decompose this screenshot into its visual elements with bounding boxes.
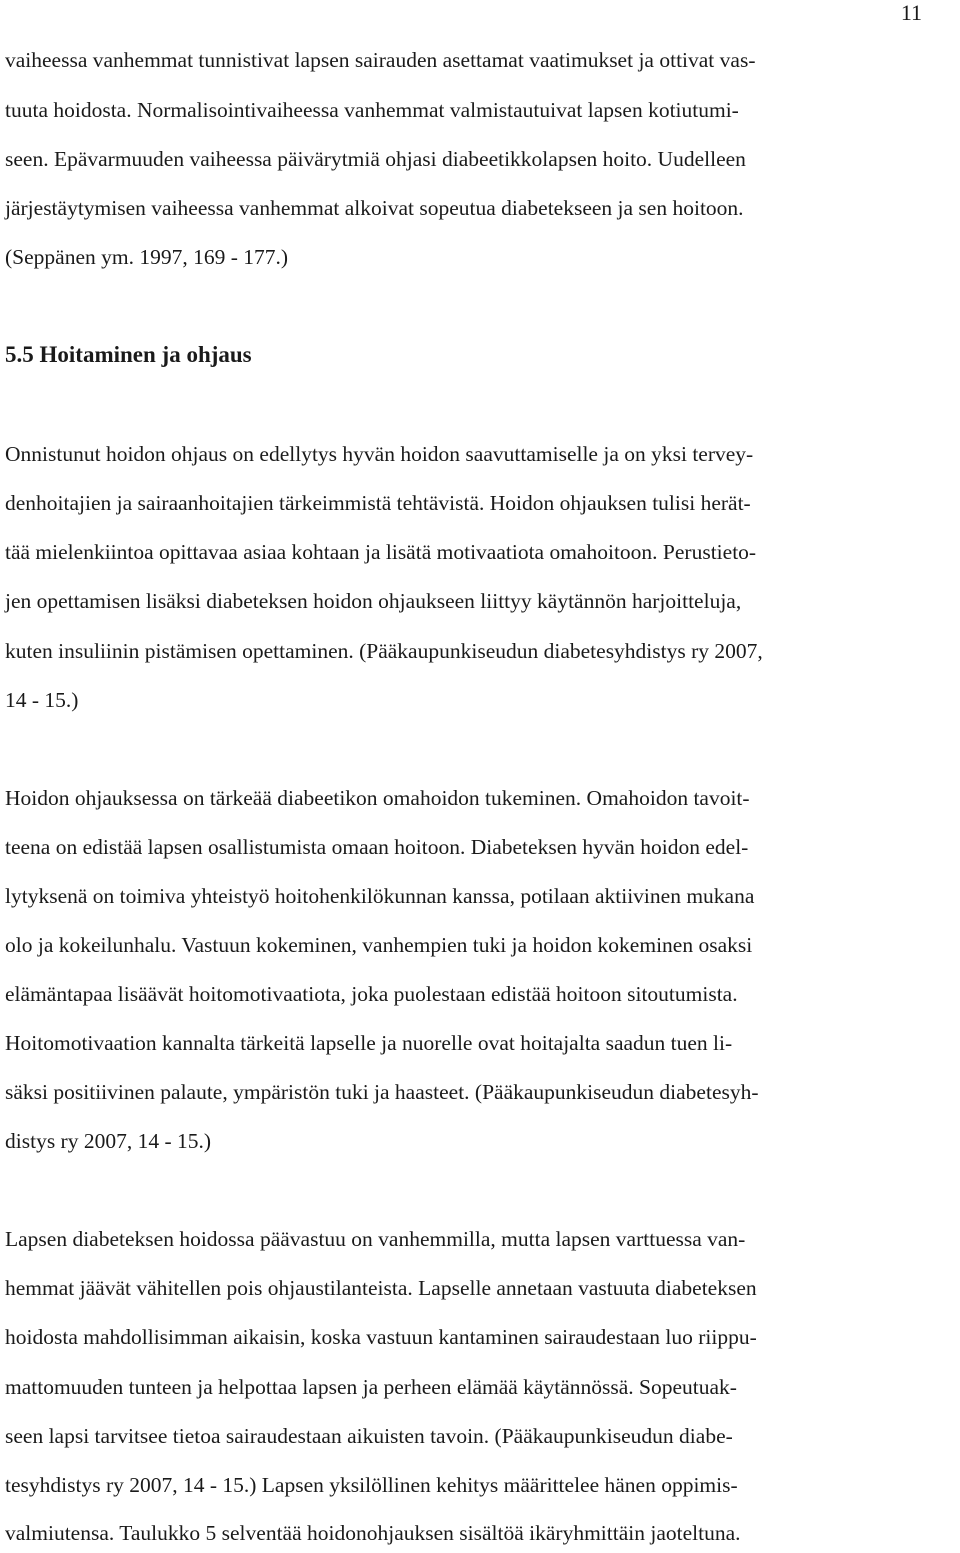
paragraph-2-line-5: kuten insuliinin pistämisen opettaminen. (Pääkaupunkiseudun diabetesyhdistys ry 2007, [5,639,763,663]
paragraph-3-line-3: lytyksenä on toimiva yhteistyö hoitohenkilökunnan kanssa, potilaan aktiivinen mukana [5,884,755,908]
paragraph-4-line-3: hoidosta mahdollisimman aikaisin, koska vastuun kantaminen sairaudestaan luo riippu- [5,1325,757,1349]
paragraph-2-line-1: Onnistunut hoidon ohjaus on edellytys hyvän hoidon saavuttamiselle ja on yksi tervey- [5,442,754,466]
paragraph-1-line-4: järjestäytymisen vaiheessa vanhemmat alkoivat sopeutua diabetekseen ja sen hoitoon. [5,196,744,220]
paragraph-2-line-2: denhoitajien ja sairaanhoitajien tärkeimmistä tehtävistä. Hoidon ohjauksen tulisi herät- [5,491,751,515]
paragraph-4-line-1: Lapsen diabeteksen hoidossa päävastuu on vanhemmilla, mutta lapsen varttuessa van- [5,1227,746,1251]
paragraph-3-line-2: teena on edistää lapsen osallistumista omaan hoitoon. Diabeteksen hyvän hoidon edel- [5,835,749,859]
section-heading: 5.5 Hoitaminen ja ohjaus [5,342,252,367]
paragraph-2-line-6: 14 - 15.) [5,688,79,712]
paragraph-4-line-6: tesyhdistys ry 2007, 14 - 15.) Lapsen yksilöllinen kehitys määrittelee hänen oppimis- [5,1473,738,1497]
paragraph-1-line-1: vaiheessa vanhemmat tunnistivat lapsen sairauden asettamat vaatimukset ja ottivat vas- [5,48,756,72]
paragraph-4-line-4: mattomuuden tunteen ja helpottaa lapsen ja perheen elämää käytännössä. Sopeutuak- [5,1375,737,1399]
paragraph-1-line-5: (Seppänen ym. 1997, 169 - 177.) [5,245,289,269]
page-number: 11 [900,0,922,25]
paragraph-2-line-3: tää mielenkiintoa opittavaa asiaa kohtaan ja lisätä motivaatiota omahoitoon. Perustieto- [5,540,757,564]
paragraph-2-line-4: jen opettamisen lisäksi diabeteksen hoidon ohjaukseen liittyy käytännön harjoitteluja, [5,589,742,613]
paragraph-3-line-7: säksi positiivinen palaute, ympäristön tuki ja haasteet. (Pääkaupunkiseudun diabetesyh- [5,1080,759,1104]
paragraph-3-line-4: olo ja kokeilunhalu. Vastuun kokeminen, vanhempien tuki ja hoidon kokeminen osaksi [5,933,753,957]
paragraph-3-line-6: Hoitomotivaation kannalta tärkeitä lapselle ja nuorelle ovat hoitajalta saadun tuen li- [5,1031,733,1055]
paragraph-3-line-8: distys ry 2007, 14 - 15.) [5,1129,212,1153]
paragraph-1-line-2: tuuta hoidosta. Normalisointivaiheessa vanhemmat valmistautuivat lapsen kotiutumi- [5,98,739,122]
paragraph-3-line-5: elämäntapaa lisäävät hoitomotivaatiota, joka puolestaan edistää hoitoon sitoutumista. [5,982,738,1006]
paragraph-3-line-1: Hoidon ohjauksessa on tärkeää diabeetikon omahoidon tukeminen. Omahoidon tavoit- [5,786,750,810]
paragraph-4-line-7: valmiutensa. Taulukko 5 selventää hoidonohjauksen sisältöä ikäryhmittäin jaoteltuna. [5,1521,741,1545]
paragraph-4-line-5: seen lapsi tarvitsee tietoa sairaudestaan aikuisten tavoin. (Pääkaupunkiseudun diabe- [5,1424,733,1448]
paragraph-4-line-2: hemmat jäävät vähitellen pois ohjaustilanteista. Lapselle annetaan vastuuta diabeteksen [5,1276,757,1300]
paragraph-1-line-3: seen. Epävarmuuden vaiheessa päivärytmiä ohjasi diabeetikkolapsen hoito. Uudelleen [5,147,746,171]
